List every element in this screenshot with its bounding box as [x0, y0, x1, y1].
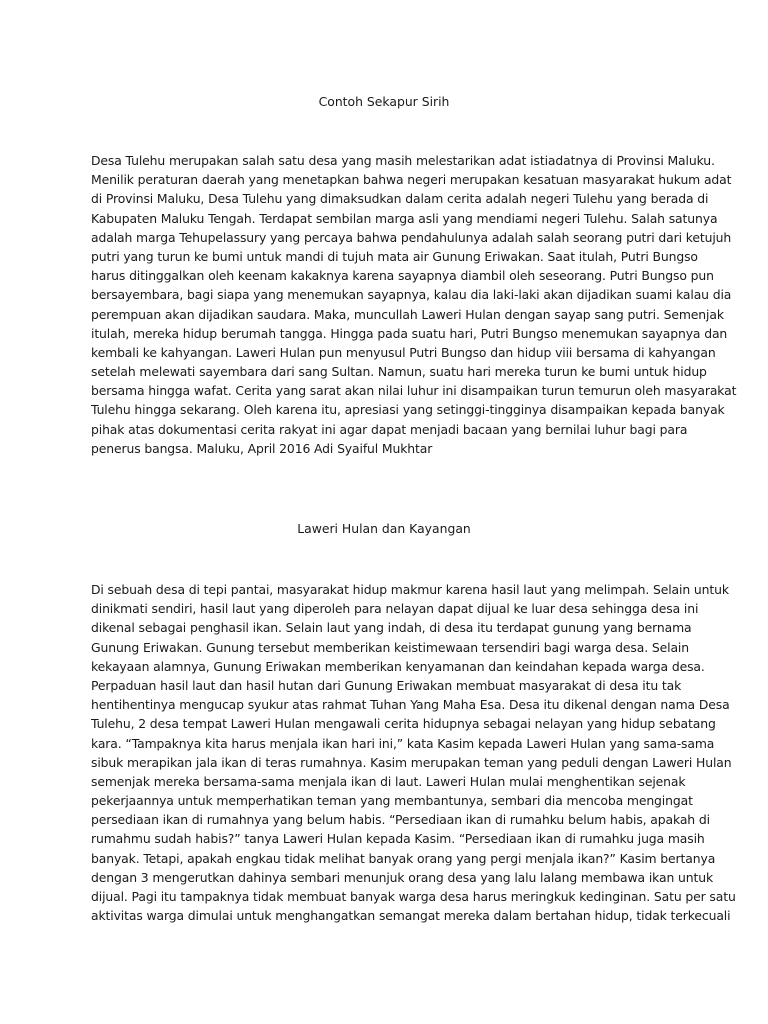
text-line: kekayaan alamnya, Gunung Eriwakan memberikan kenyamanan dan keindahan kepada warga desa. [91, 658, 705, 674]
text-line: adalah marga Tehupelassury yang percaya bahwa pendahulunya adalah salah seorang putri dari ketujuh [91, 229, 732, 245]
text-line: banyak. Tetapi, apakah engkau tidak melihat banyak orang yang pergi menjala ikan?” Kasim bertanya [91, 850, 716, 866]
text-line: semenjak mereka bersama-sama menjala ikan di laut. Laweri Hulan mulai menghentikan sejenak [91, 773, 686, 789]
text-line: Perpaduan hasil laut dan hasil hutan dari Gunung Eriwakan membuat masyarakat di desa itu tak [91, 677, 682, 693]
text-line: dinikmati sendiri, hasil laut yang diperoleh para nelayan dapat dijual ke luar desa sehingga desa ini [91, 601, 699, 617]
text-line: bersama hingga wafat. Cerita yang sarat akan nilai luhur ini disampaikan turun temurun oleh masyarakat [91, 383, 737, 399]
text-line: Menilik peraturan daerah yang menetapkan bahwa negeri merupakan kesatuan masyarakat hukum adat [91, 172, 732, 188]
text-line: dikenal sebagai penghasil ikan. Selain laut yang indah, di desa itu terdapat gunung yang bernama [91, 620, 692, 636]
text-line: persediaan ikan di rumahnya yang belum habis. “Persediaan ikan di rumahku belum habis, apakah di [91, 812, 710, 828]
text-line: itulah, mereka hidup berumah tangga. Hingga pada suatu hari, Putri Bungso menemukan sayapnya dan [91, 325, 728, 341]
text-line: kembali ke kahyangan. Laweri Hulan pun menyusul Putri Bungso dan hidup viii bersama di kahyangan [91, 344, 716, 360]
text-line: hentihentinya mengucap syukur atas rahmat Tuhan Yang Maha Esa. Desa itu dikenal dengan nama Desa [91, 697, 730, 713]
text-line: putri yang turun ke bumi untuk mandi di tujuh mata air Gunung Eriwakan. Saat itulah, Putri Bungso [91, 248, 698, 264]
text-line: pekerjaannya untuk memperhatikan teman yang membantunya, sembari dia mencoba mengingat [91, 793, 693, 809]
text-line: penerus bangsa. Maluku, April 2016 Adi Syaiful Mukhtar [91, 440, 433, 456]
text-line: kara. “Tampaknya kita harus menjala ikan hari ini,” kata Kasim kepada Laweri Hulan yang sama-sama [91, 735, 715, 751]
text-line: Tulehu, 2 desa tempat Laweri Hulan mengawali cerita hidupnya sebagai nelayan yang hidup sebatang [91, 716, 716, 732]
text-line: di Provinsi Maluku, Desa Tulehu yang dimaksudkan dalam cerita adalah negeri Tulehu yang berada di [91, 191, 709, 207]
text-line: sibuk merapikan jala ikan di teras rumahnya. Kasim merupakan teman yang peduli dengan Laweri Hulan [91, 754, 732, 770]
text-line: Kabupaten Maluku Tengah. Terdapat sembilan marga asli yang mendiami negeri Tulehu. Salah satunya [91, 210, 718, 226]
text-line: pihak atas dokumentasi cerita rakyat ini agar dapat menjadi bacaan yang bernilai luhur bagi para [91, 421, 688, 437]
text-line: Di sebuah desa di tepi pantai, masyarakat hidup makmur karena hasil laut yang melimpah. Selain untuk [91, 582, 729, 597]
text-line: Desa Tulehu merupakan salah satu desa yang masih melestarikan adat istiadatnya di Provinsi Maluku. [91, 153, 715, 168]
text-line: dengan 3 mengerutkan dahinya sembari menunjuk orang desa yang lalu lalang membawa ikan untuk [91, 869, 714, 885]
text-line: aktivitas warga dimulai untuk menghangatkan semangat mereka dalam bertahan hidup, tidak terkecuali [91, 908, 731, 924]
text-line: setelah melewati sayembara dari sang Sultan. Namun, suatu hari mereka turun ke bumi untuk hidup [91, 364, 707, 380]
section-title-sekapur-sirih: Contoh Sekapur Sirih [318, 94, 450, 109]
text-line: perempuan akan dijadikan saudara. Maka, muncullah Laweri Hulan dengan sayap sang putri. Semenjak [91, 306, 724, 322]
section-title-laweri-hulan: Laweri Hulan dan Kayangan [297, 521, 471, 536]
text-line: harus ditinggalkan oleh keenam kakaknya karena sayapnya diambil oleh seseorang. Putri Bungso pun [91, 268, 714, 284]
text-line: dijual. Pagi itu tampaknya tidak membuat banyak warga desa harus meringkuk kedinginan. Satu per satu [91, 889, 736, 904]
text-line: Tulehu hingga sekarang. Oleh karena itu, apresiasi yang setinggi-tingginya disampaikan kepada banyak [91, 402, 725, 418]
text-line: Gunung Eriwakan. Gunung tersebut memberikan keistimewaan tersendiri bagi warga desa. Selain [91, 639, 689, 655]
paragraph-laweri-hulan [91, 580, 736, 925]
text-line: rumahmu sudah habis?” tanya Laweri Hulan kepada Kasim. “Persediaan ikan di rumahku juga masih [91, 831, 705, 847]
text-line: bersayembara, bagi siapa yang menemukan sayapnya, kalau dia laki-laki akan dijadikan suami kalau dia [91, 287, 732, 303]
paragraph-sekapur-sirih [91, 151, 737, 458]
